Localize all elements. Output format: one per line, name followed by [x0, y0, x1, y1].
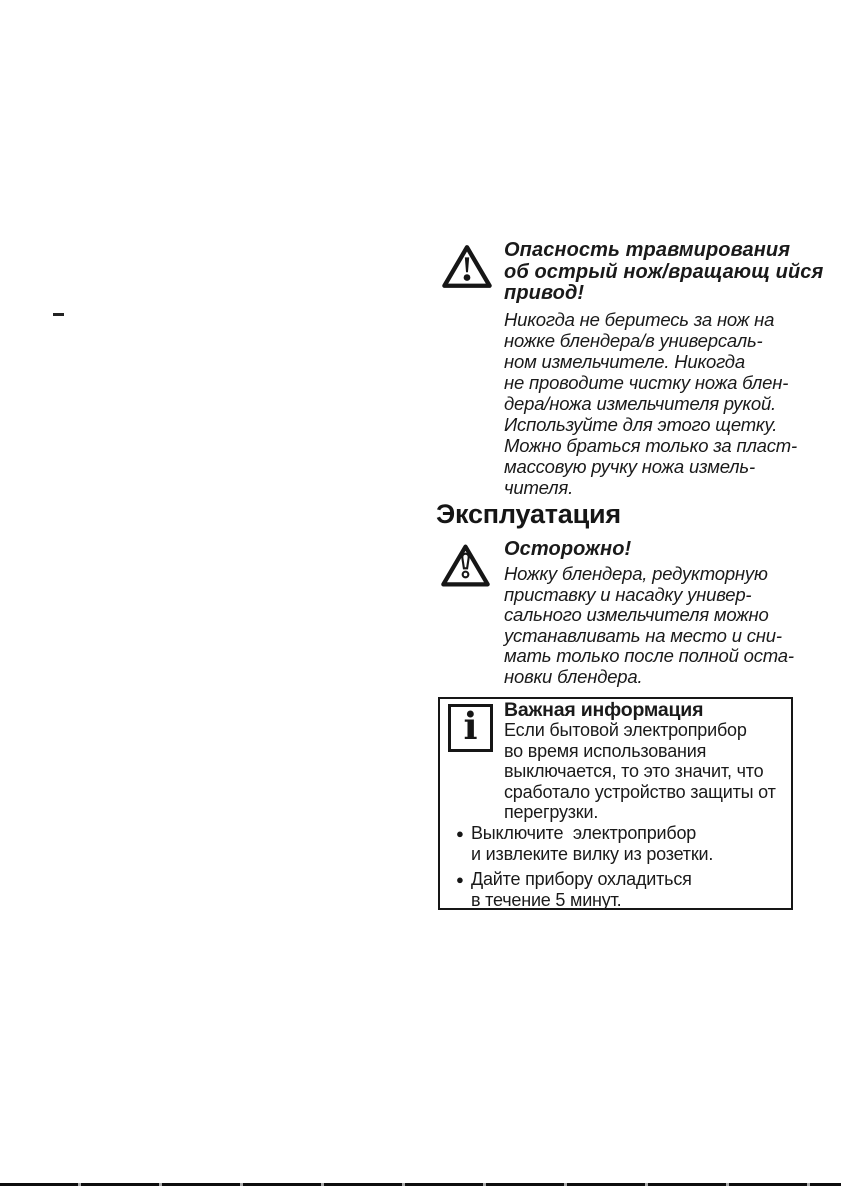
hazard-title — [504, 240, 823, 305]
hazard-body-line: не проводите чистку ножа блен- — [504, 372, 789, 393]
caution-warning-triangle-icon — [441, 542, 490, 589]
info-body-line: Если бытовой электроприбор — [504, 720, 747, 740]
hazard-body-line: ном измельчителе. Никогда — [504, 351, 745, 372]
bullet-item — [456, 823, 776, 864]
bullet-line: Дайте прибору охладиться — [471, 869, 692, 889]
caution-body-line: приставку и насадку универ- — [504, 583, 752, 605]
caution-body-line: мать только после полной оста- — [504, 645, 794, 666]
info-body-line: выключается, то это значит, что — [504, 761, 764, 781]
caution-title: Осторожно! — [504, 538, 632, 560]
margin-dash — [53, 313, 64, 316]
bullet-line: и извлеките вилку из розетки. — [471, 843, 714, 864]
hazard-body-line: Можно браться только за пласт- — [504, 435, 797, 456]
hazard-title-line: привод! — [504, 282, 585, 304]
bullet-line: Выключите электроприбор — [471, 823, 697, 843]
caution-body-line: Ножку блендера, редукторную — [504, 563, 768, 584]
info-box-title: Важная информация — [504, 699, 704, 721]
caution-body-line: новки блендера. — [504, 665, 643, 687]
bottom-scan-line — [0, 1183, 841, 1186]
info-body-line: во время использования — [504, 740, 707, 761]
bullet-line: в течение 5 минут. — [471, 889, 622, 910]
hazard-title-line: Опасность травмирования — [504, 239, 791, 261]
hazard-body — [504, 309, 797, 498]
info-body-line: сработало устройство защиты от — [504, 781, 776, 802]
info-box-body — [504, 720, 776, 823]
hazard-body-line: Никогда не беритесь за нож на — [504, 309, 775, 330]
info-body-line: перегрузки. — [504, 802, 599, 822]
bullet-dot-icon: ● — [456, 826, 464, 841]
hazard-body-line: чителя. — [504, 477, 574, 498]
info-bullet-list — [456, 823, 776, 910]
hazard-body-line: ножке блендера/в универсаль- — [504, 330, 763, 351]
info-icon: i — [448, 704, 493, 752]
hazard-body-line: Используйте для этого щетку. — [504, 414, 778, 435]
caution-body-line: устанавливать на место и сни- — [504, 624, 782, 646]
hazard-body-line: массовую ручку ножа измель- — [504, 456, 755, 477]
hazard-body-line: дера/ножа измельчителя рукой. — [504, 393, 776, 414]
bullet-dot-icon: ● — [456, 872, 464, 887]
info-box — [438, 697, 793, 910]
warning-triangle-icon — [442, 243, 492, 290]
caution-body-line: сального измельчителя можно — [504, 604, 769, 625]
hazard-title-line: об острый нож/вращающ ийся — [504, 260, 824, 283]
bullet-item — [456, 869, 776, 910]
operation-heading: Эксплуатация — [436, 499, 621, 529]
caution-body — [504, 564, 794, 687]
